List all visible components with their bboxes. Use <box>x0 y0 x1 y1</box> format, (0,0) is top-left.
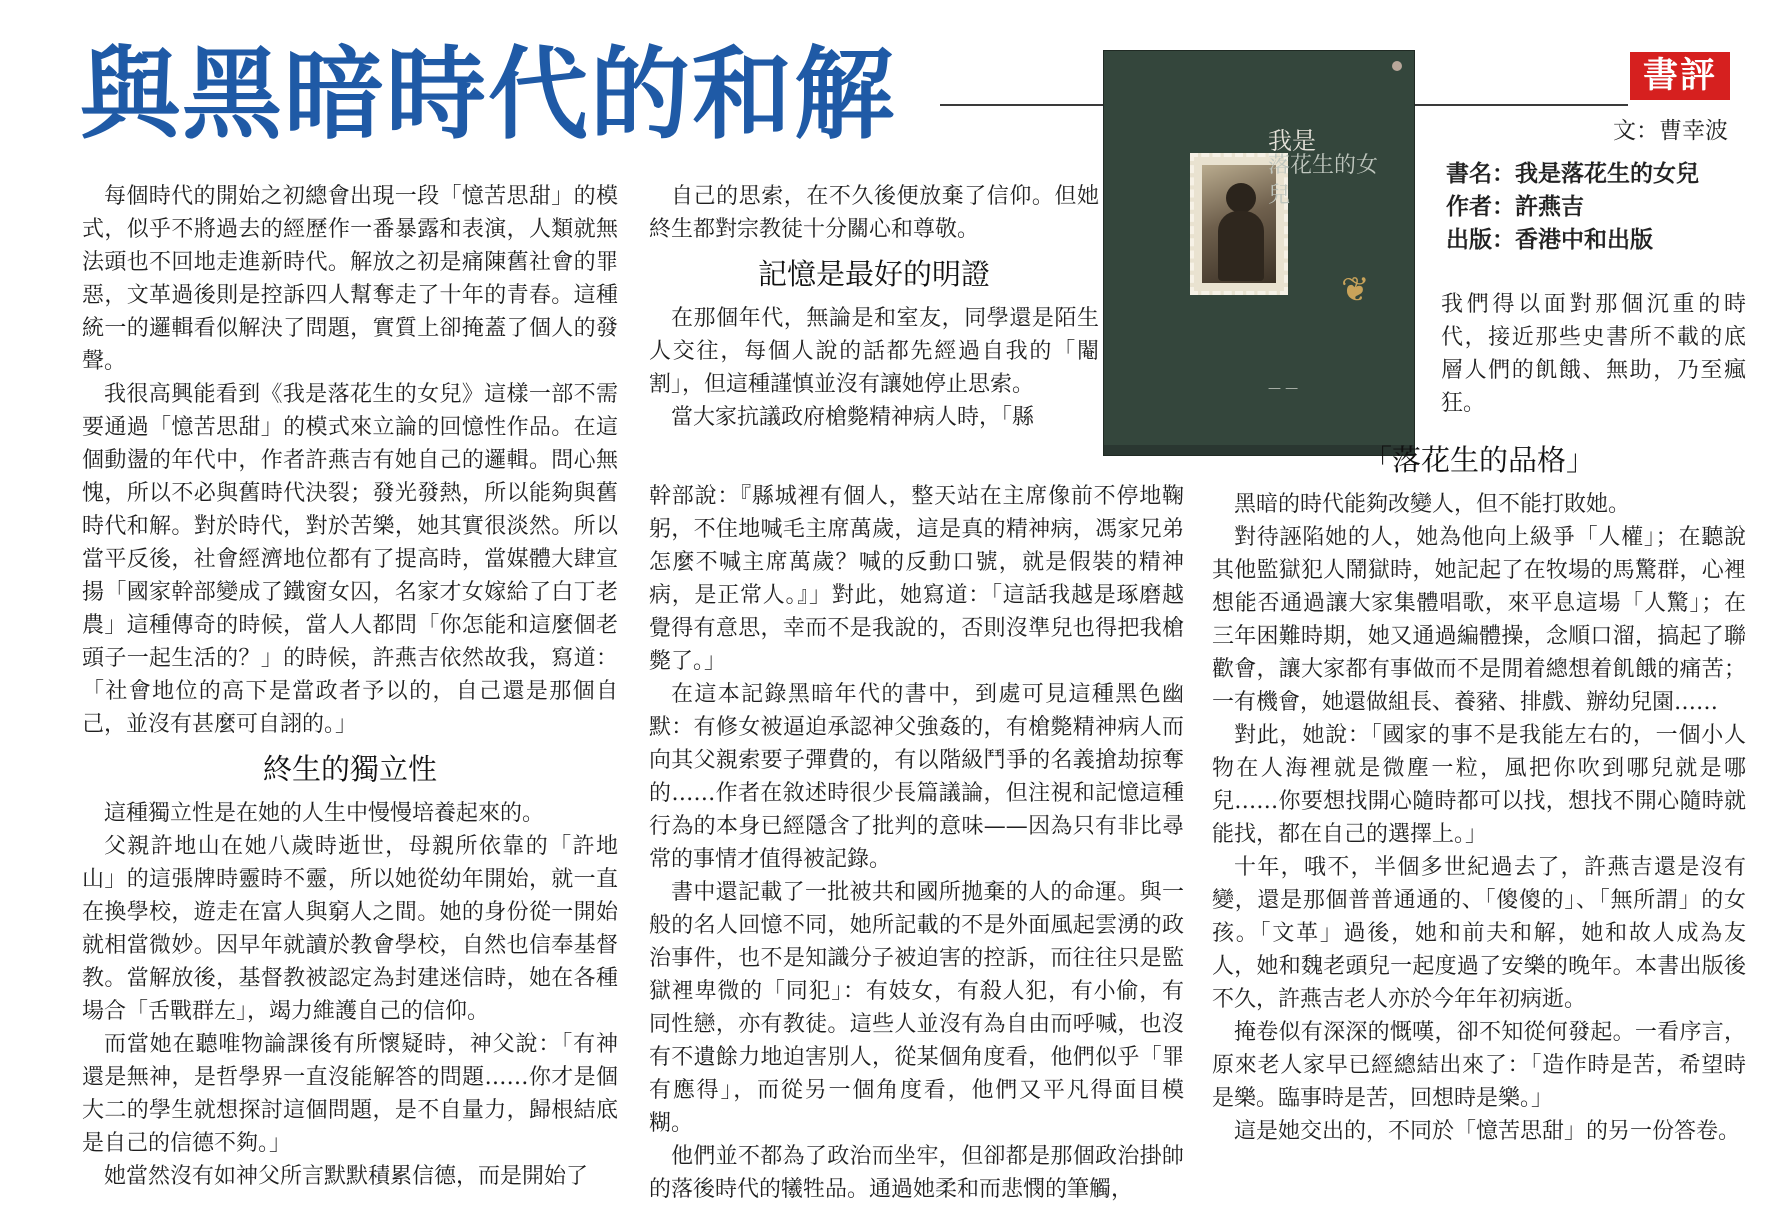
byline: 文：曹幸波 <box>1613 118 1728 144</box>
paragraph: 黑暗的時代能夠改變人，但不能打敗她。 <box>1234 492 1631 517</box>
paragraph: 這種獨立性是在她的人生中慢慢培養起來的。 <box>104 801 545 826</box>
paragraph: 她當然沒有如神父所言默默積累信德，而是開始了 <box>104 1164 589 1189</box>
article-column-3-top <box>1441 288 1746 420</box>
cover-title-line2: 落花生的女兒 <box>1268 153 1379 208</box>
section-tag: 書評 <box>1630 52 1730 100</box>
paragraph: 在那個年代，無論是和室友，同學還是陌生人交往，每個人說的話都先經過自我的「閹割」，但這種謹慎並沒有讓她停止思索。 <box>649 306 1099 397</box>
subheading: 終生的獨立性 <box>262 752 437 786</box>
paragraph: 幹部說：『縣城裡有個人，整天站在主席像前不停地鞠躬，不住地喊毛主席萬歲，這是真的精神病，馮家兄弟怎麼不喊主席萬歲？喊的反動口號，就是假裝的精神病，是正常人。』」對此，她寫道：「這話我越是琢磨越覺得有意思，幸而不是我說的，否則沒準兒也得把我槍斃了。」 <box>649 484 1184 674</box>
article-column-2 <box>649 180 1099 434</box>
paragraph: 這是她交出的，不同於「憶苦思甜」的另一份答卷。 <box>1234 1119 1741 1144</box>
subheading: 記憶是最好的明證 <box>757 257 990 291</box>
book-info <box>1446 158 1746 257</box>
paragraph: 每個時代的開始之初總會出現一段「憶苦思甜」的模式，似乎不將過去的經歷作一番暴露和表演，人類就無法頭也不回地走進新時代。解放之初是痛陳舊社會的罪惡，文革過後則是控訴四人幫奪走了十年的青春。這種統一的邏輯看似解決了問題，實質上卻掩蓋了個人的發聲。 <box>82 184 618 374</box>
paragraph: 我們得以面對那個沉重的時代，接近那些史書所不載的底層人們的飢餓、無助，乃至瘋狂。 <box>1441 292 1746 416</box>
paragraph: 對待誣陷她的人，她為他向上級爭「人權」；在聽說其他監獄犯人鬧獄時，她記起了在牧場的馬驚群，心裡想能否通過讓大家集體唱歌，來平息這場「人驚」；在三年困難時期，她又通過編體操，念順口溜，搞起了聯歡會，讓大家都有事做而不是閒着總想着飢餓的痛苦；一有機會，她還做組長、養豬、排戲、辦幼兒園…… <box>1212 525 1746 715</box>
headline: 與黑暗時代的和解 <box>80 35 896 153</box>
cover-author-mark: — — <box>1268 381 1299 396</box>
article-column-1 <box>82 180 618 1193</box>
paragraph: 他們並不都為了政治而坐牢，但卻都是那個政治掛帥的落後時代的犧牲品。通過她柔和而悲憫的筆觸， <box>649 1144 1184 1202</box>
book-info-author: 作者：許燕吉 <box>1446 194 1584 220</box>
paragraph: 對此，她說：「國家的事不是我能左右的，一個小人物在人海裡就是微塵一粒，風把你吹到哪兒就是哪兒……你要想找開心隨時都可以找，想找不開心隨時就能找，都在自己的選擇上。」 <box>1212 723 1746 847</box>
article-column-3 <box>1212 440 1746 1148</box>
paragraph: 自己的思索，在不久後便放棄了信仰。但她終生都對宗教徒十分關心和尊敬。 <box>649 184 1099 242</box>
paragraph: 父親許地山在她八歲時逝世，母親所依靠的「許地山」的這張牌時靈時不靈，所以她從幼年開始，就一直在換學校，遊走在富人與窮人之間。她的身份從一開始就相當微妙。因早年就讀於教會學校，自然也信奉基督教。當解放後，基督教被認定為封建迷信時，她在各種場合「舌戰群左」，竭力維護自己的信仰。 <box>82 834 618 1024</box>
paragraph: 掩卷似有深深的慨嘆，卻不知從何發起。一看序言，原來老人家早已經總結出來了：「造作時是苦，希望時是樂。臨事時是苦，回想時是樂。」 <box>1212 1020 1746 1111</box>
paragraph: 在這本記錄黑暗年代的書中，到處可見這種黑色幽默：有修女被逼迫承認神父強姦的，有槍斃精神病人而向其父親索要子彈費的，有以階級鬥爭的名義搶劫掠奪的……作者在敘述時很少長篇議論，但注視和記憶這種行為的本身已經隱含了批判的意味——因為只有非比尋常的事情才值得被記錄。 <box>649 682 1184 872</box>
book-cover <box>1103 50 1415 456</box>
book-info-title: 書名：我是落花生的女兒 <box>1446 161 1699 187</box>
paragraph: 當大家抗議政府槍斃精神病人時，「縣 <box>671 405 1035 430</box>
swirl-ornament-icon: ❦ <box>1341 270 1370 310</box>
paragraph: 書中還記載了一批被共和國所拋棄的人的命運。與一般的名人回憶不同，她所記載的不是外面風起雲湧的政治事件，也不是知識分子被迫害的控訴，而往往只是監獄裡卑微的「同犯」：有妓女，有殺人犯，有小偷，有同性戀，亦有教徒。這些人並沒有為自由而呼喊，也沒有不遺餘力地迫害別人，從某個角度看，他們似乎「罪有應得」，而從另一個角度看，他們又平凡得面目模糊。 <box>649 880 1184 1136</box>
cover-corner-dot <box>1392 61 1402 71</box>
cover-title-line1: 我是 <box>1268 127 1316 155</box>
paragraph: 而當她在聽唯物論課後有所懷疑時，神父說：「有神還是無神，是哲學界一直沒能解答的問題……你才是個大二的學生就想探討這個問題，是不自量力，歸根結底是自己的信德不夠。」 <box>82 1032 618 1156</box>
paragraph: 十年，哦不，半個多世紀過去了，許燕吉還是沒有變，還是那個普普通通的、「傻傻的」、「無所謂」的女孩。「文革」過後，她和前夫和解，她和故人成為友人，她和魏老頭兒一起度過了安樂的晚年。本書出版後不久，許燕吉老人亦於今年年初病逝。 <box>1212 855 1746 1012</box>
article-column-2-continued <box>649 480 1184 1206</box>
paragraph: 我很高興能看到《我是落花生的女兒》這樣一部不需要通過「憶苦思甜」的模式來立論的回憶性作品。在這個動盪的年代中，作者許燕吉有她自己的邏輯。問心無愧，所以不必與舊時代決裂；發光發熱，所以能夠與舊時代和解。對於時代，對於苦樂，她其實很淡然。所以當平反後，社會經濟地位都有了提高時，當媒體大肆宣揚「國家幹部變成了鐵窗女囚，名家才女嫁給了白丁老農」這種傳奇的時候，當人人都問「你怎能和這麼個老頭子一起生活的？」的時候，許燕吉依然故我，寫道：「社會地位的高下是當政者予以的，自己還是那個自己，並沒有甚麼可自詡的。」 <box>82 382 618 737</box>
subheading: 「落花生的品格」 <box>1362 443 1595 477</box>
book-info-publisher: 出版：香港中和出版 <box>1446 227 1653 253</box>
